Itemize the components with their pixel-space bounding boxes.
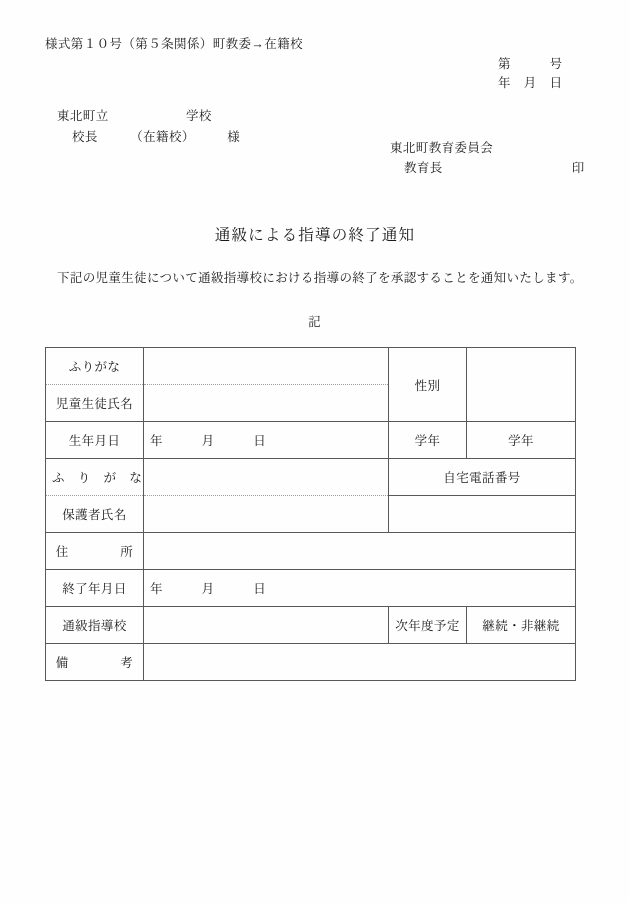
row-value-furigana-student[interactable] <box>144 348 389 385</box>
row-value-gender[interactable] <box>467 348 576 422</box>
row-value-student-name[interactable] <box>144 385 389 422</box>
addressee-school-line: 東北町立 学校 <box>57 109 212 123</box>
row-label-furigana-student: ふりがな <box>46 348 144 385</box>
row-label-remarks: 備 考 <box>46 644 144 681</box>
row-label-grade: 学年 <box>389 422 467 459</box>
document-number-field: 第 号 <box>498 57 563 71</box>
row-label-student-name: 児童生徒氏名 <box>46 385 144 422</box>
row-label-birthdate: 生年月日 <box>46 422 144 459</box>
row-value-address[interactable] <box>144 533 576 570</box>
row-value-remarks[interactable] <box>144 644 576 681</box>
table-row <box>46 644 576 681</box>
addressee-principal-line: 校長 （在籍校） 様 <box>72 130 241 144</box>
row-label-home-phone: 自宅電話番号 <box>389 459 576 496</box>
table-row <box>46 422 576 459</box>
row-label-next-year-plan: 次年度予定 <box>389 607 467 644</box>
row-label-end-date: 終了年月日 <box>46 570 144 607</box>
row-label-guardian-name: 保護者氏名 <box>46 496 144 533</box>
row-value-home-phone[interactable] <box>389 496 576 533</box>
table-row <box>46 459 576 496</box>
sender-organization: 東北町教育委員会 <box>390 141 494 155</box>
form-number: 様式第１０号（第５条関係）町教委→在籍校 <box>45 37 304 51</box>
student-info-table <box>45 347 576 681</box>
table-row <box>46 348 576 385</box>
sender-superintendent: 教育長 印 <box>404 161 585 175</box>
row-label-furigana-guardian: ふ り が な <box>46 459 144 496</box>
table-row <box>46 496 576 533</box>
row-value-end-date[interactable]: 年 月 日 <box>144 570 576 607</box>
row-label-gender: 性別 <box>389 348 467 422</box>
ki-marker: 記 <box>308 315 322 329</box>
table-row <box>46 607 576 644</box>
row-value-grade[interactable]: 学年 <box>467 422 576 459</box>
table-row <box>46 533 576 570</box>
row-value-next-year-plan[interactable]: 継続・非継続 <box>467 607 576 644</box>
page-title: 通級による指導の終了通知 <box>214 227 416 244</box>
row-label-address: 住 所 <box>46 533 144 570</box>
table-row <box>46 570 576 607</box>
body-paragraph: 下記の児童生徒について通級指導校における指導の終了を承認することを通知いたします。 <box>57 271 583 285</box>
row-value-resource-school[interactable] <box>144 607 389 644</box>
row-value-birthdate[interactable]: 年 月 日 <box>144 422 389 459</box>
document-date-field: 年 月 日 <box>498 76 563 90</box>
row-value-guardian-name[interactable] <box>144 496 389 533</box>
row-value-furigana-guardian[interactable] <box>144 459 389 496</box>
row-label-resource-school: 通級指導校 <box>46 607 144 644</box>
